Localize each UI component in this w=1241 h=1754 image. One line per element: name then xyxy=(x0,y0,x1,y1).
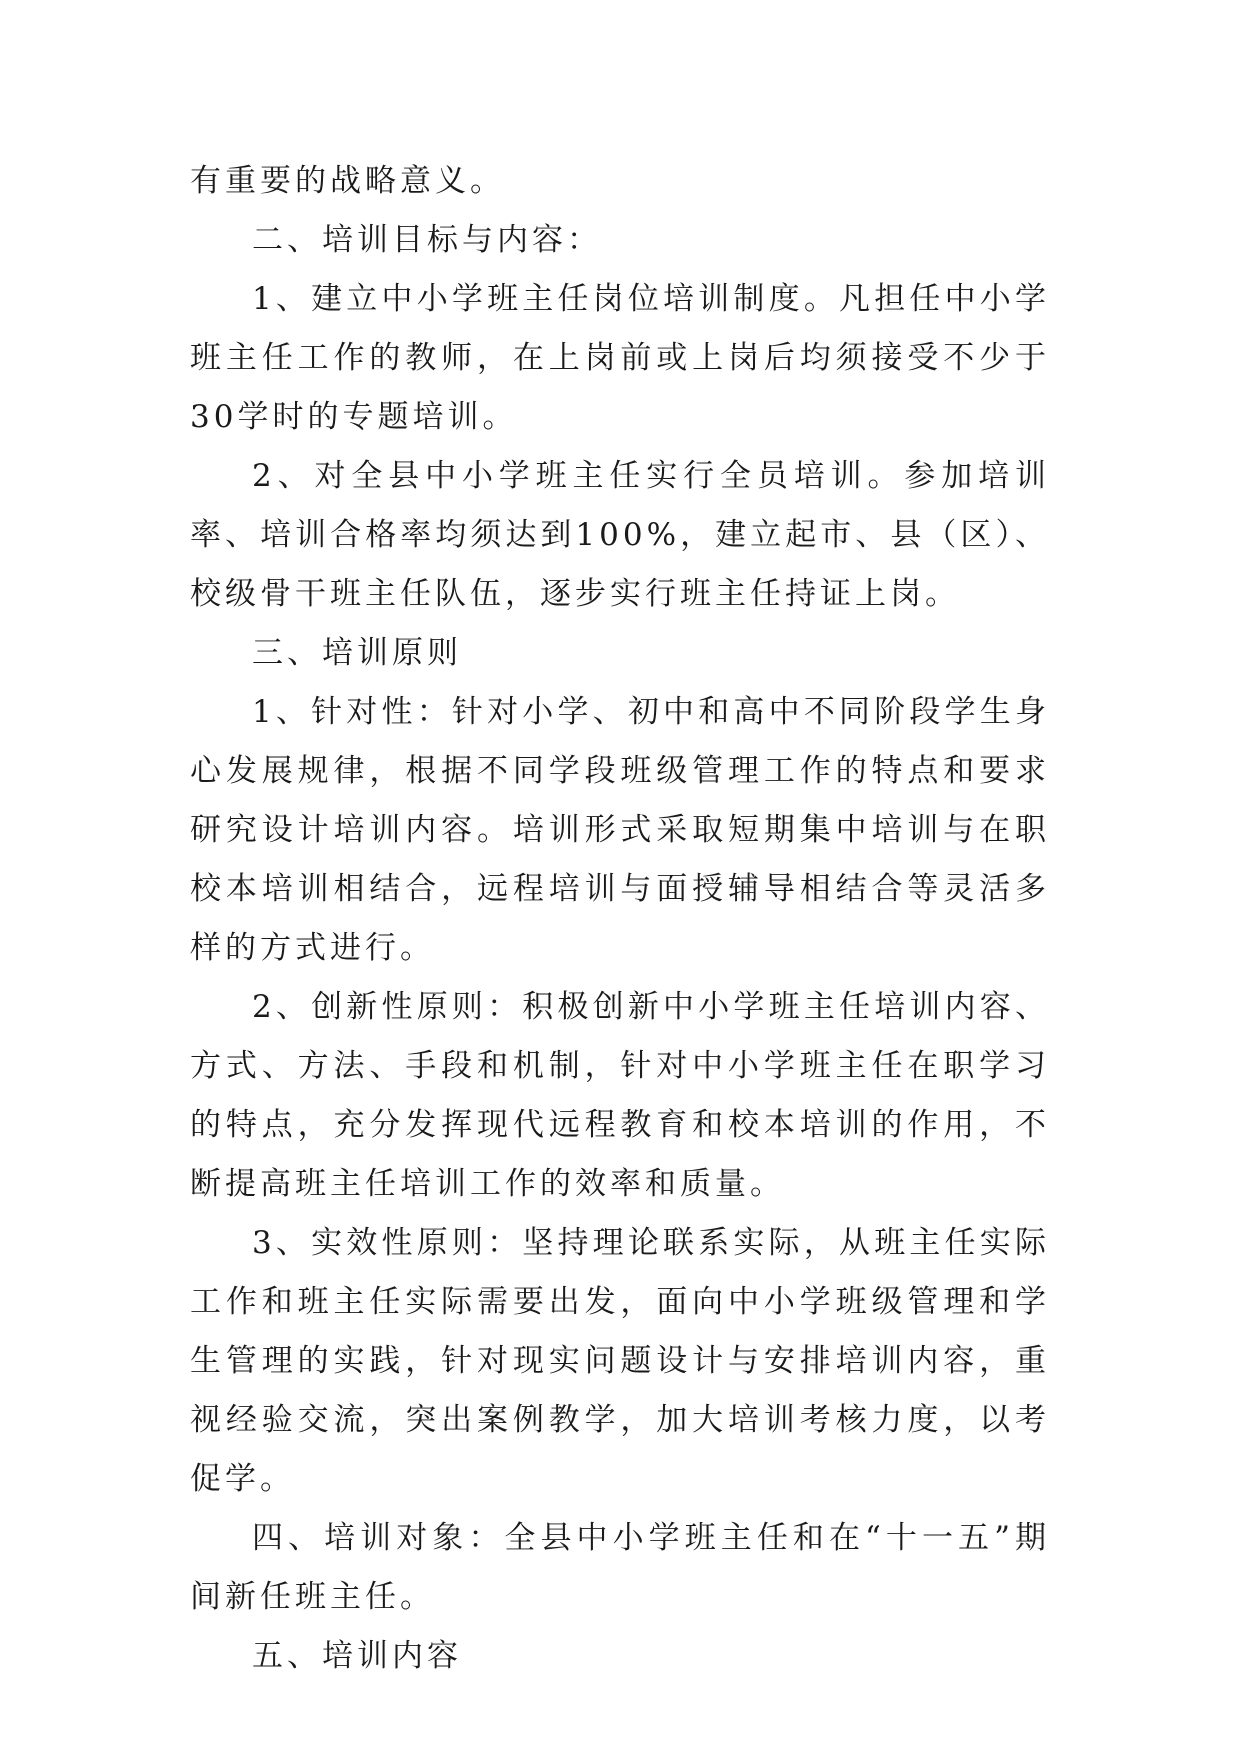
section-heading-principles: 三、培训原则 xyxy=(252,635,462,671)
section-heading-targets: 四、培训对象：全县中小学班主任和在“十一五”期间新任班主任。 xyxy=(190,1520,1050,1615)
paragraph-principle-2: 2、创新性原则：积极创新中小学班主任培训内容、方式、方法、手段和机制，针对中小学班主任在职学习的特点，充分发挥现代远程教育和校本培训的作用，不断提高班主任培训工作的效率和质量。 xyxy=(190,989,1050,1202)
paragraph-principle-1: 1、针对性：针对小学、初中和高中不同阶段学生身心发展规律，根据不同学段班级管理工作的特点和要求研究设计培训内容。培训形式采取短期集中培训与在职校本培训相结合，远程培训与面授辅导相结合等灵活多样的方式进行。 xyxy=(190,694,1050,966)
paragraph-continuation: 有重要的战略意义。 xyxy=(190,163,505,199)
paragraph-principle-3: 3、实效性原则：坚持理论联系实际，从班主任实际工作和班主任实际需要出发，面向中小学班级管理和学生管理的实践，针对现实问题设计与安排培训内容，重视经验交流，突出案例教学，加大培训考核力度，以考促学。 xyxy=(190,1225,1050,1497)
document-body xyxy=(190,152,1050,1686)
paragraph-goal-1: 1、建立中小学班主任岗位培训制度。凡担任中小学班主任工作的教师，在上岗前或上岗后均须接受不少于30学时的专题培训。 xyxy=(190,281,1050,435)
section-heading-content: 五、培训内容 xyxy=(252,1638,462,1674)
paragraph-goal-2: 2、对全县中小学班主任实行全员培训。参加培训率、培训合格率均须达到100%，建立起市、县（区）、校级骨干班主任队伍，逐步实行班主任持证上岗。 xyxy=(190,458,1050,612)
section-heading-goals: 二、培训目标与内容： xyxy=(252,222,602,258)
